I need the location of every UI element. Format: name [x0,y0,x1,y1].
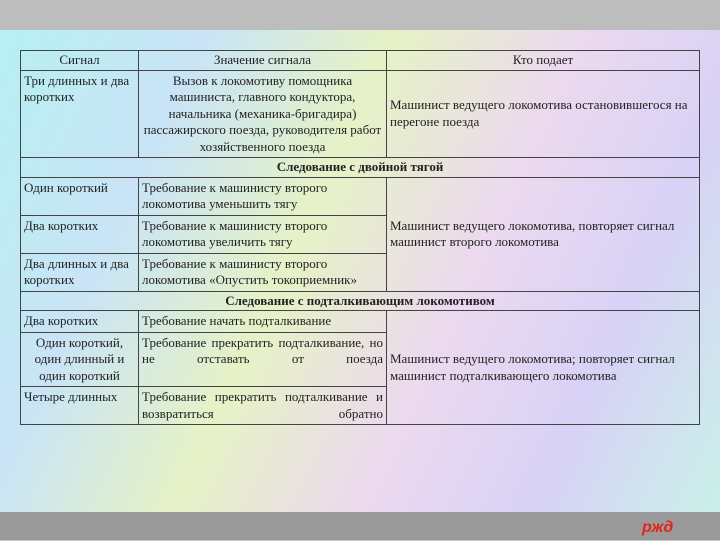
signal-cell: Два длинных и два коротких [21,253,139,291]
section-row [21,158,700,178]
meaning-cell: Требование начать подталкивание [139,311,387,333]
table-row [21,70,700,158]
who-cell: Машинист ведущего локомотива остановившегося на перегоне поезда [387,70,700,158]
signal-cell: Три длинных и два коротких [21,70,139,158]
section-title-double-traction: Следование с двойной тягой [21,158,700,178]
table-row [21,177,700,215]
table-row [21,311,700,333]
signal-cell: Один короткий, один длинный и один короткий [21,332,139,387]
meaning-cell: Требование к машинисту второго локомотива уменьшить тягу [139,177,387,215]
signal-cell: Один короткий [21,177,139,215]
header-signal: Сигнал [21,51,139,71]
header-meaning: Значение сигнала [139,51,387,71]
signal-cell: Два коротких [21,215,139,253]
signals-table [20,50,700,425]
meaning-cell: Требование к машинисту второго локомотива «Опустить токоприемник» [139,253,387,291]
meaning-cell: Требование прекратить подталкивание и возвратиться обратно [139,387,387,425]
signal-cell: Четыре длинных [21,387,139,425]
section-title-pusher: Следование с подталкивающим локомотивом [21,291,700,311]
meaning-cell: Вызов к локомотиву помощника машиниста, главного кондуктора, начальника (механика-бригадира) пассажирского поезда, руководителя работ хозяйственного поезда [139,70,387,158]
rzd-logo-icon [640,516,680,536]
meaning-cell: Требование прекратить подталкивание, но не отставать от поезда [139,332,387,387]
signal-cell: Два коротких [21,311,139,333]
meaning-cell: Требование к машинисту второго локомотива увеличить тягу [139,215,387,253]
section-row [21,291,700,311]
svg-text:ржд: ржд [642,519,674,536]
header-who: Кто подает [387,51,700,71]
top-bar [0,0,720,30]
bottom-bar [0,512,720,540]
who-cell: Машинист ведущего локомотива; повторяет сигнал машинист подталкивающего локомотива [387,311,700,425]
table-header-row [21,51,700,71]
who-cell: Машинист ведущего локомотива, повторяет сигнал машинист второго локомотива [387,177,700,291]
